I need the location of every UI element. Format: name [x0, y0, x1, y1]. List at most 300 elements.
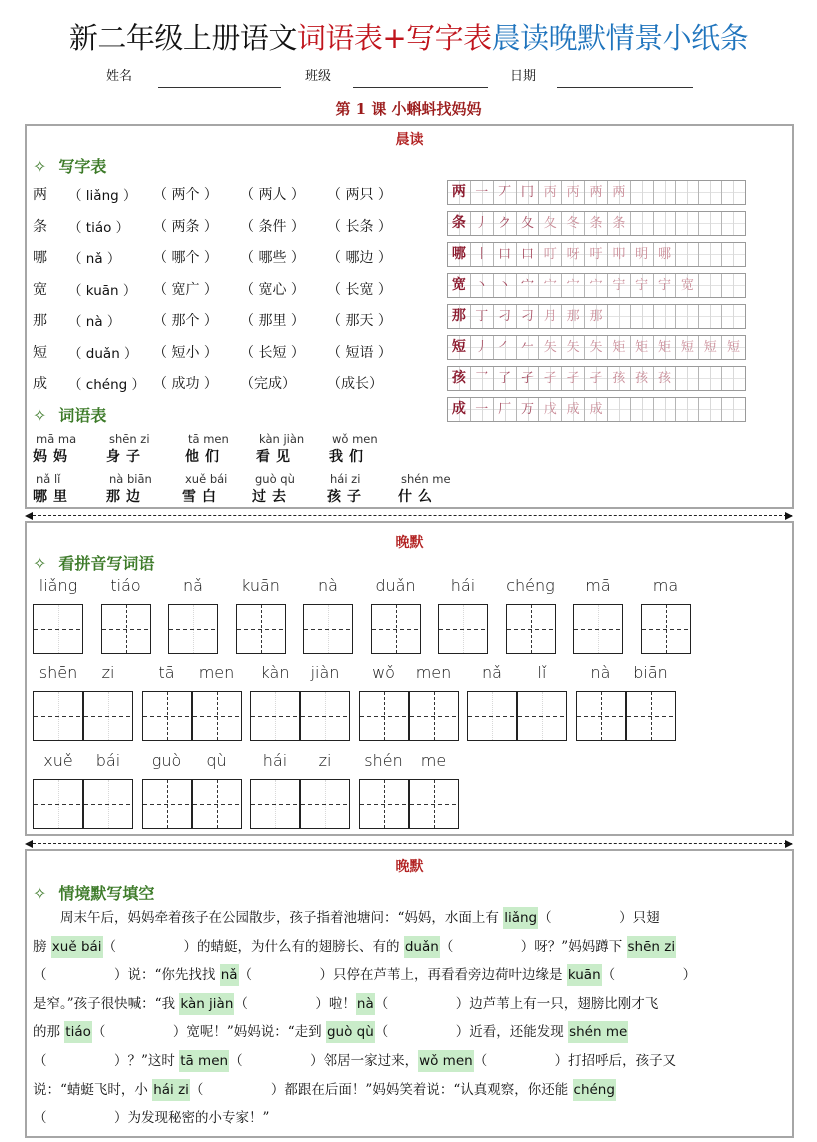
stroke-step: 孑: [585, 367, 608, 390]
stroke-step: 一: [471, 398, 494, 421]
stroke-row: [447, 304, 746, 329]
stroke-step: 刁: [494, 305, 517, 328]
char-word: （ 哪边 ）: [327, 250, 392, 266]
stroke-step: 丿: [471, 336, 494, 359]
char-word: （ 那里 ）: [240, 313, 305, 329]
writing-box[interactable]: [192, 779, 242, 829]
story-text: （ ）: [601, 967, 697, 984]
pinyin-prompt: bái: [95, 751, 121, 770]
writing-box[interactable]: [33, 604, 83, 654]
name-label: 姓名: [106, 69, 133, 84]
stroke-row: [447, 366, 746, 391]
stroke-step: 两: [608, 181, 631, 204]
pinyin-hint: kuān: [567, 964, 602, 986]
story-text: （ ）邻居一家过来，: [229, 1053, 419, 1069]
stroke-row: [447, 211, 746, 236]
pinyin-prompt: men: [415, 663, 452, 682]
stroke-step: 矩: [608, 336, 631, 359]
writing-box[interactable]: [300, 779, 350, 829]
char-row: [0, 342, 440, 362]
pinyin-prompt: hái: [262, 751, 288, 770]
vocab-pinyin: shén me: [401, 472, 451, 486]
stroke-step: [722, 398, 745, 421]
writing-box[interactable]: [467, 691, 517, 741]
story-line: [33, 990, 658, 1019]
stroke-char: 成: [448, 398, 471, 421]
pinyin-hint: nà: [356, 993, 375, 1015]
evening-label: 晚默: [395, 535, 424, 551]
char-word: （ 宽广 ）: [153, 281, 218, 298]
stroke-step: 丙: [562, 181, 585, 204]
vocab-word: 哪里: [33, 489, 73, 505]
morning-label: 晨读: [395, 132, 424, 148]
story-text: （ ）近看，还能发现: [374, 1024, 569, 1041]
story-text: 的那: [33, 1024, 65, 1041]
writing-table-heading-text: 写字表: [58, 157, 107, 176]
stroke-step: 哪: [654, 243, 677, 266]
story-text: （ ）啦！: [234, 995, 356, 1012]
pinyin-hint: kàn jiàn: [179, 993, 234, 1015]
writing-box[interactable]: [576, 691, 626, 741]
writing-box[interactable]: [626, 691, 676, 741]
pinyin-prompt: nà: [590, 663, 611, 682]
stroke-step: 乛: [471, 367, 494, 390]
pinyin-write-heading-text: 看拼音写词语: [58, 554, 155, 573]
story-text: （ ）说：“你先找找: [33, 967, 220, 984]
stroke-step: ㇒: [494, 336, 517, 359]
char-row: [0, 216, 440, 236]
writing-box[interactable]: [300, 691, 350, 741]
stroke-step: [631, 305, 654, 328]
stroke-step: [699, 367, 722, 390]
pinyin-prompt: zi: [318, 751, 332, 770]
vocab-pinyin: guò qù: [255, 472, 295, 486]
stroke-step: [654, 398, 677, 421]
pinyin-prompt: tiáo: [110, 576, 141, 595]
writing-box[interactable]: [250, 691, 300, 741]
character: 条: [33, 218, 47, 235]
name-field[interactable]: [158, 87, 281, 88]
stroke-step: 两: [585, 181, 608, 204]
story-line: [33, 1018, 628, 1047]
char-word: （ 短小 ）: [153, 344, 218, 361]
stroke-step: 矩: [654, 336, 677, 359]
pinyin-prompt: biān: [633, 663, 668, 682]
writing-box[interactable]: [409, 779, 459, 829]
pinyin-prompt: chéng: [506, 576, 555, 595]
vocab-pinyin: kàn jiàn: [259, 432, 305, 446]
story-text: （ ）边芦苇上有一只，翅膀比刚才飞: [374, 995, 659, 1012]
pinyin-prompt: tā: [158, 663, 175, 682]
stroke-step: 成: [585, 398, 608, 421]
writing-box[interactable]: [250, 779, 300, 829]
char-row: [0, 247, 440, 267]
char-word: （ 条件 ）: [240, 218, 305, 235]
pinyin-prompt: xuě: [43, 751, 73, 770]
character: 短: [33, 344, 47, 361]
writing-box[interactable]: [409, 691, 459, 741]
vocab-table-heading: [33, 403, 106, 426]
stroke-step: [699, 212, 722, 235]
stroke-step: [699, 398, 722, 421]
character: 宽: [33, 281, 47, 298]
vocab-word: 雪白: [182, 489, 222, 505]
writing-box[interactable]: [359, 779, 409, 829]
story-line: [33, 933, 676, 962]
stroke-char: 宽: [448, 274, 471, 297]
stroke-char: 哪: [448, 243, 471, 266]
story-text: 说：“蜻蜓飞时，小: [33, 1081, 153, 1098]
pinyin-prompt: hái: [450, 576, 476, 595]
stroke-step: [631, 398, 654, 421]
writing-box[interactable]: [438, 604, 488, 654]
writing-box[interactable]: [142, 691, 192, 741]
stroke-step: 了: [494, 367, 517, 390]
story-text: （ ）只停在芦苇上，再看看旁边荷叶边缘是: [238, 967, 567, 984]
char-pinyin: （ chéng ）: [68, 377, 145, 393]
char-word: （ 宽心 ）: [240, 281, 305, 298]
pinyin-prompt: jiàn: [310, 663, 340, 682]
story-text: 膀: [33, 938, 51, 955]
pinyin-prompt: ma: [652, 576, 679, 595]
writing-box[interactable]: [192, 691, 242, 741]
story-text: （ ）打招呼后，孩子又: [473, 1053, 677, 1069]
stroke-step: 孩: [608, 367, 631, 390]
stroke-step: 孑: [517, 367, 540, 390]
stroke-step: 那: [585, 305, 608, 328]
stroke-step: 厂: [494, 398, 517, 421]
stroke-step: 宁: [631, 274, 654, 297]
char-word: （ 哪些 ）: [240, 250, 305, 266]
char-word: （ 成功 ）: [153, 376, 218, 392]
pinyin-hint: xuě bái: [51, 936, 103, 958]
vocab-word: 妈妈: [33, 449, 73, 465]
stroke-step: [654, 212, 677, 235]
stroke-step: ク: [494, 212, 517, 235]
vocab-pinyin: shēn zi: [109, 432, 150, 446]
stroke-step: [722, 243, 745, 266]
char-word: （ 长条 ）: [327, 218, 392, 235]
stroke-char: 条: [448, 212, 471, 235]
pinyin-prompt: nǎ: [482, 663, 502, 682]
pinyin-prompt: nǎ: [183, 576, 203, 595]
stroke-step: 丶: [494, 274, 517, 297]
stroke-step: 丨: [471, 243, 494, 266]
stroke-step: [699, 274, 722, 297]
pinyin-prompt: shēn: [38, 663, 78, 682]
char-word: （完成）: [240, 376, 296, 392]
char-pinyin: （ duǎn ）: [68, 345, 138, 362]
writing-box[interactable]: [83, 779, 133, 829]
stroke-row: [447, 335, 746, 360]
class-label: 班级: [305, 69, 332, 84]
stroke-step: 月: [539, 305, 562, 328]
stroke-step: [676, 181, 699, 204]
sparkle-icon: ✧: [33, 884, 47, 903]
stroke-row: [447, 180, 746, 205]
pinyin-write-heading: [33, 551, 154, 574]
stroke-step: 吁: [585, 243, 608, 266]
char-row: [0, 279, 440, 299]
char-word: （ 两只 ）: [327, 187, 392, 203]
class-field[interactable]: [353, 87, 488, 88]
stroke-step: 矩: [631, 336, 654, 359]
vocab-table-heading-text: 词语表: [58, 406, 107, 425]
stroke-char: 孩: [448, 367, 471, 390]
title-part-notes: 晨读晚默情景小纸条: [491, 21, 749, 55]
story-text: 是窄。”孩子很快喊：“我: [33, 995, 180, 1012]
writing-box[interactable]: [33, 691, 83, 741]
stroke-step: 叩: [608, 243, 631, 266]
vocab-pinyin: mā ma: [36, 432, 77, 446]
writing-box[interactable]: [641, 604, 691, 654]
char-pinyin: （ nǎ ）: [68, 251, 121, 267]
story-text: （ ）呀？”妈妈蹲下: [439, 938, 627, 955]
pinyin-prompt: nà: [318, 576, 338, 595]
pinyin-prompt: kuān: [241, 576, 280, 595]
story-text: （ ）的蜻蜓，为什么有的翅膀长、有的: [102, 938, 404, 955]
pinyin-hint: duǎn: [404, 936, 440, 958]
stroke-step: [676, 367, 699, 390]
stroke-step: 夂: [539, 212, 562, 235]
stroke-step: 丿: [471, 212, 494, 235]
stroke-step: 宁: [654, 274, 677, 297]
stroke-step: [676, 305, 699, 328]
stroke-step: 呀: [562, 243, 585, 266]
context-fill-heading-text: 情境默写填空: [58, 884, 155, 903]
char-row: [0, 184, 440, 204]
stroke-step: 丁: [471, 305, 494, 328]
stroke-step: 宀: [517, 274, 540, 297]
pinyin-hint: shén me: [568, 1021, 628, 1043]
writing-box[interactable]: [168, 604, 218, 654]
stroke-step: 夂: [517, 212, 540, 235]
writing-table-heading: [33, 154, 106, 177]
pinyin-prompt: liǎng: [38, 576, 78, 595]
writing-box[interactable]: [506, 604, 556, 654]
char-word: （ 那天 ）: [327, 313, 392, 329]
writing-box[interactable]: [33, 779, 83, 829]
stroke-step: [722, 212, 745, 235]
stroke-step: 宀: [539, 274, 562, 297]
stroke-step: 口: [517, 243, 540, 266]
writing-box[interactable]: [371, 604, 421, 654]
stroke-step: 短: [699, 336, 722, 359]
stroke-step: 叮: [539, 243, 562, 266]
stroke-step: 宁: [608, 274, 631, 297]
vocab-word: 过去: [252, 489, 292, 505]
pinyin-prompt: lǐ: [537, 663, 547, 682]
stroke-step: 矢: [539, 336, 562, 359]
stroke-step: [722, 181, 745, 204]
writing-box[interactable]: [142, 779, 192, 829]
page-title: [0, 16, 817, 57]
vocab-word: 看见: [256, 449, 296, 465]
title-part-grade: 新二年级上册语文: [68, 21, 297, 55]
char-word: （ 两条 ）: [153, 218, 218, 235]
stroke-step: 口: [494, 243, 517, 266]
pinyin-hint: shēn zi: [627, 936, 677, 958]
pinyin-prompt: qù: [206, 751, 227, 770]
story-text: 周末午后，妈妈牵着孩子在公园散步，孩子指着池塘问：“妈妈，水面上有: [33, 910, 504, 926]
stroke-step: 丆: [494, 181, 517, 204]
stroke-row: [447, 242, 746, 267]
stroke-step: 短: [722, 336, 745, 359]
pinyin-hint: tā men: [179, 1050, 229, 1072]
lesson-title: 第 1 课 小蝌蚪找妈妈: [335, 100, 482, 118]
stroke-step: 宽: [676, 274, 699, 297]
stroke-step: 孑: [562, 367, 585, 390]
pinyin-hint: tiáo: [64, 1021, 92, 1043]
char-pinyin: （ liǎng ）: [68, 188, 137, 204]
vocab-word: 身子: [106, 449, 146, 465]
stroke-step: 孩: [631, 367, 654, 390]
stroke-step: 条: [585, 212, 608, 235]
char-pinyin: （ tiáo ）: [68, 219, 130, 236]
vocab-pinyin: xuě bái: [185, 472, 228, 486]
arrow-left-icon: [25, 840, 33, 848]
stroke-step: 丶: [471, 274, 494, 297]
stroke-char: 短: [448, 336, 471, 359]
stroke-step: 冂: [517, 181, 540, 204]
arrow-right-icon: [785, 840, 793, 848]
stroke-step: 丙: [539, 181, 562, 204]
stroke-step: [608, 305, 631, 328]
stroke-step: 𠂉: [517, 336, 540, 359]
pinyin-hint: hái zi: [152, 1079, 190, 1101]
char-word: （ 两人 ）: [240, 187, 305, 203]
story-text: （ ）为发现秘密的小专家！”: [33, 1110, 270, 1127]
story-text: （ ）都跟在后面！”妈妈笑着说：“认真观察，你还能: [189, 1081, 573, 1098]
stroke-step: 孩: [654, 367, 677, 390]
stroke-step: [722, 274, 745, 297]
stroke-order-grid: [447, 180, 746, 428]
pinyin-hint: wǒ men: [418, 1050, 474, 1072]
stroke-step: [699, 181, 722, 204]
stroke-step: 孑: [539, 367, 562, 390]
story-line: [33, 1047, 676, 1076]
stroke-step: [608, 398, 631, 421]
stroke-step: 宀: [585, 274, 608, 297]
stroke-char: 那: [448, 305, 471, 328]
pinyin-hint: chéng: [573, 1079, 616, 1101]
stroke-step: [631, 212, 654, 235]
stroke-step: [699, 243, 722, 266]
pinyin-prompt: me: [420, 751, 447, 770]
stroke-step: 冬: [562, 212, 585, 235]
stroke-step: [722, 367, 745, 390]
arrow-left-icon: [25, 512, 33, 520]
stroke-step: [699, 305, 722, 328]
char-word: （ 哪个 ）: [153, 250, 218, 266]
sparkle-icon: ✧: [33, 157, 47, 176]
stroke-char: 两: [448, 181, 471, 204]
evening-label-2: 晚默: [395, 859, 424, 875]
pinyin-prompt: men: [198, 663, 235, 682]
story-text: （ ）只翅: [538, 910, 660, 926]
cut-line: [28, 843, 792, 844]
pinyin-prompt: kàn: [260, 663, 290, 682]
char-pinyin: （ nà ）: [68, 314, 121, 330]
cut-line: [28, 515, 792, 516]
writing-box[interactable]: [359, 691, 409, 741]
story-line: [33, 1104, 269, 1133]
vocab-pinyin: wǒ men: [332, 432, 378, 446]
story-line: [33, 961, 696, 990]
pinyin-prompt: zi: [101, 663, 115, 682]
stroke-step: 宀: [562, 274, 585, 297]
char-word: （ 那个 ）: [153, 313, 218, 329]
title-part-tables: 词语表+写字表: [296, 21, 492, 55]
sparkle-icon: ✧: [33, 406, 47, 425]
story-line: [33, 904, 660, 933]
story-text: （ ）？”这时: [33, 1053, 180, 1069]
stroke-step: [722, 305, 745, 328]
char-row: [0, 310, 440, 330]
char-word: （ 长宽 ）: [327, 281, 392, 298]
vocab-pinyin: nà biān: [109, 472, 152, 486]
character: 那: [33, 313, 47, 329]
stroke-step: 明: [631, 243, 654, 266]
stroke-step: 成: [562, 398, 585, 421]
stroke-step: [676, 212, 699, 235]
stroke-step: [676, 398, 699, 421]
pinyin-hint: liǎng: [503, 907, 538, 929]
vocab-word: 那边: [106, 489, 146, 505]
pinyin-prompt: wǒ: [372, 663, 395, 682]
pinyin-prompt: shén: [364, 751, 403, 770]
sparkle-icon: ✧: [33, 554, 47, 573]
vocab-word: 我们: [329, 449, 369, 465]
writing-box[interactable]: [573, 604, 623, 654]
vocab-word: 什么: [398, 489, 438, 505]
char-row: [0, 373, 440, 393]
pinyin-prompt: mā: [585, 576, 611, 595]
story-text: （ ）宽呢！”妈妈说：“走到: [91, 1024, 326, 1041]
writing-box[interactable]: [517, 691, 567, 741]
stroke-step: 短: [676, 336, 699, 359]
char-word: （ 短语 ）: [327, 344, 392, 361]
character: 两: [33, 187, 47, 203]
writing-box[interactable]: [303, 604, 353, 654]
vocab-pinyin: hái zi: [330, 472, 361, 486]
vocab-word: 他们: [185, 449, 225, 465]
arrow-right-icon: [785, 512, 793, 520]
stroke-step: [654, 181, 677, 204]
stroke-step: 条: [608, 212, 631, 235]
char-word: （ 长短 ）: [240, 344, 305, 361]
date-label: 日期: [510, 69, 537, 84]
pinyin-hint: nǎ: [220, 964, 239, 986]
writing-box[interactable]: [236, 604, 286, 654]
pinyin-hint: guò qù: [326, 1021, 375, 1043]
context-fill-heading: [33, 881, 154, 904]
story-line: [33, 1076, 616, 1105]
stroke-step: 一: [471, 181, 494, 204]
date-field[interactable]: [557, 87, 693, 88]
stroke-step: 那: [562, 305, 585, 328]
pinyin-prompt: guò: [151, 751, 182, 770]
writing-box[interactable]: [83, 691, 133, 741]
vocab-pinyin: tā men: [188, 432, 229, 446]
character: 哪: [33, 250, 47, 266]
stroke-step: [631, 181, 654, 204]
writing-box[interactable]: [101, 604, 151, 654]
stroke-step: 戊: [539, 398, 562, 421]
stroke-step: 万: [517, 398, 540, 421]
char-word: （ 两个 ）: [153, 187, 218, 203]
vocab-pinyin: nǎ lǐ: [36, 472, 61, 486]
